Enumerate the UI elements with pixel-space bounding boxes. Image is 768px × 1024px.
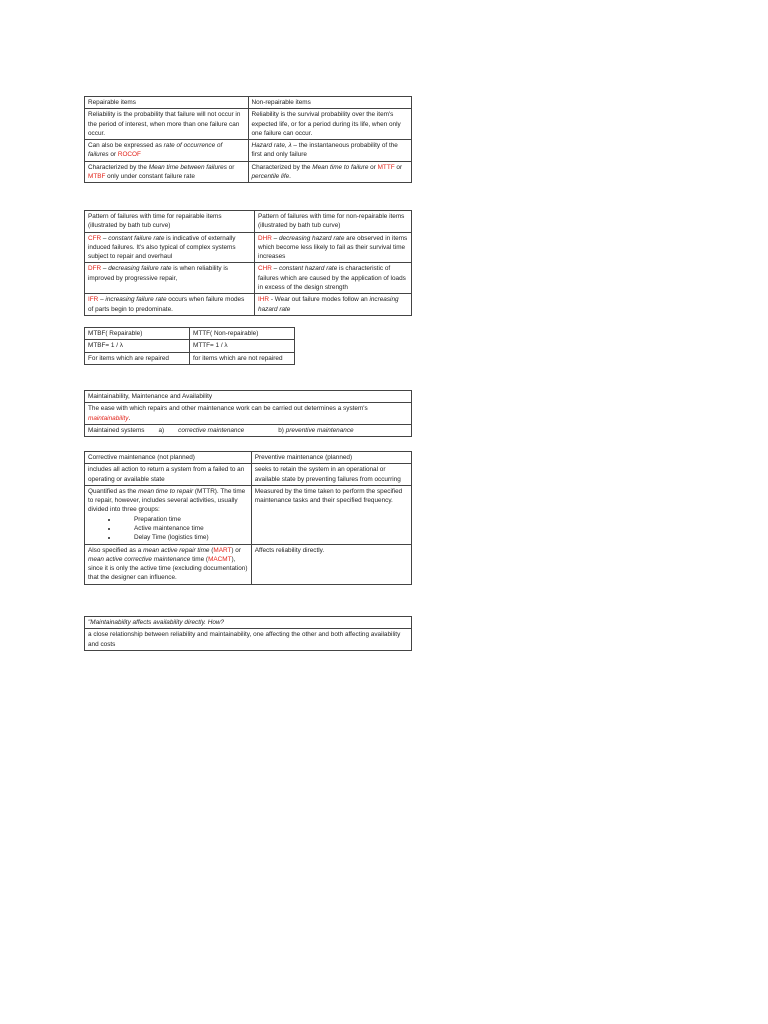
table-cell: Reliability is the probability that failure will not occur in the period of interest, when more than one failure can occur. bbox=[85, 109, 249, 140]
header-cell: Maintainability, Maintenance and Availability bbox=[85, 391, 412, 403]
table-row bbox=[85, 352, 295, 364]
table-row bbox=[85, 140, 412, 162]
table-row bbox=[85, 340, 295, 352]
table-cell: IFR – increasing failure rate occurs when failure modes of parts begin to predominate. bbox=[85, 294, 255, 316]
table-row bbox=[85, 544, 412, 584]
list-item: • Preparation time bbox=[118, 515, 248, 524]
table-cell: MTTF= 1 / λ bbox=[190, 340, 295, 352]
table-cell: DHR – decreasing hazard rate are observed in items which become less likely to fail as their survival time increases bbox=[255, 232, 412, 263]
header-cell: Pattern of failures with time for repairable items (illustrated by bath tub curve) bbox=[85, 211, 255, 233]
table-cell: Hazard rate, λ – the instantaneous probability of the first and only failure bbox=[248, 140, 412, 162]
table-row bbox=[85, 424, 412, 436]
table-row bbox=[85, 328, 295, 340]
table-row bbox=[85, 452, 412, 464]
failure-pattern-table bbox=[84, 210, 412, 316]
header-cell: MTBF( Repairable) bbox=[85, 328, 190, 340]
maintainability-table bbox=[84, 390, 412, 437]
table-cell: IHR - Wear out failure modes follow an increasing hazard rate bbox=[255, 294, 412, 316]
list-item: • Active maintenance time bbox=[118, 524, 248, 533]
table-cell: Can also be expressed as rate of occurrence of failures or ROCOF bbox=[85, 140, 249, 162]
table-cell: CFR – constant failure rate is indicative of externally induced failures. It's also typical of complex systems subject to repair and overhaul bbox=[85, 232, 255, 263]
table-cell: For items which are repaired bbox=[85, 352, 190, 364]
bullet-list bbox=[88, 515, 248, 543]
table-cell: The ease with which repairs and other maintenance work can be carried out determines a system's maintainability. bbox=[85, 403, 412, 425]
header-cell: Pattern of failures with time for non-repairable items (illustrated by bath tub curve) bbox=[255, 211, 412, 233]
header-cell: Non-repairable items bbox=[248, 97, 412, 109]
table-row bbox=[85, 403, 412, 425]
table-cell: Maintained systems a) corrective maintenance b) preventive maintenance bbox=[85, 424, 412, 436]
table-cell: for items which are not repaired bbox=[190, 352, 295, 364]
table-row bbox=[85, 617, 412, 629]
header-cell: Preventive maintenance (planned) bbox=[251, 452, 411, 464]
table-row bbox=[85, 263, 412, 294]
table-row bbox=[85, 294, 412, 316]
table-cell: Also specified as a mean active repair time (MART) or mean active corrective maintenance time (MACMT), since it is only the active time (excluding documentation) that the designer can influence. bbox=[85, 544, 252, 584]
list-item: • Delay Time (logistics time) bbox=[118, 533, 248, 542]
table-row bbox=[85, 211, 412, 233]
table-row bbox=[85, 97, 412, 109]
table-cell: Characterized by the Mean time to failure or MTTF or percentile life. bbox=[248, 161, 412, 183]
mtbf-mttf-table bbox=[84, 327, 295, 365]
header-cell: Repairable items bbox=[85, 97, 249, 109]
table-row bbox=[85, 485, 412, 544]
table-row bbox=[85, 629, 412, 651]
repairable-items-table bbox=[84, 96, 412, 183]
table-cell: CHR – constant hazard rate is characteristic of failures which are caused by the application of loads in excess of the design strength bbox=[255, 263, 412, 294]
table-row bbox=[85, 464, 412, 486]
table-cell: includes all action to return a system from a failed to an operating or available state bbox=[85, 464, 252, 486]
header-cell: "Maintainability affects availability directly. How? bbox=[85, 617, 412, 629]
table-row bbox=[85, 232, 412, 263]
table-cell: DFR – decreasing failure rate is when reliability is improved by progressive repair, bbox=[85, 263, 255, 294]
table-cell: Reliability is the survival probability over the item's expected life, or for a period during its life, when only one failure can occur. bbox=[248, 109, 412, 140]
maintenance-types-table bbox=[84, 451, 412, 585]
table-row bbox=[85, 161, 412, 183]
table-cell: Characterized by the Mean time between failures or MTBF only under constant failure rate bbox=[85, 161, 249, 183]
table-cell: Affects reliability directly. bbox=[251, 544, 411, 584]
table-cell: a close relationship between reliability and maintainability, one affecting the other and both affecting availability and costs bbox=[85, 629, 412, 651]
table-cell: MTBF= 1 / λ bbox=[85, 340, 190, 352]
header-cell: MTTF( Non-repairable) bbox=[190, 328, 295, 340]
table-cell: seeks to retain the system in an operational or available state by preventing failures from occurring bbox=[251, 464, 411, 486]
table-row bbox=[85, 391, 412, 403]
table-cell: Measured by the time taken to perform the specified maintenance tasks and their specified frequency. bbox=[251, 485, 411, 544]
availability-table bbox=[84, 616, 412, 651]
header-cell: Corrective maintenance (not planned) bbox=[85, 452, 252, 464]
table-row bbox=[85, 109, 412, 140]
table-cell: Quantified as the mean time to repair (MTTR). The time to repair, however, includes several activities, usually divided into three groups: • Preparation time • Active maintenance time • Delay Time (logistics time) bbox=[85, 485, 252, 544]
